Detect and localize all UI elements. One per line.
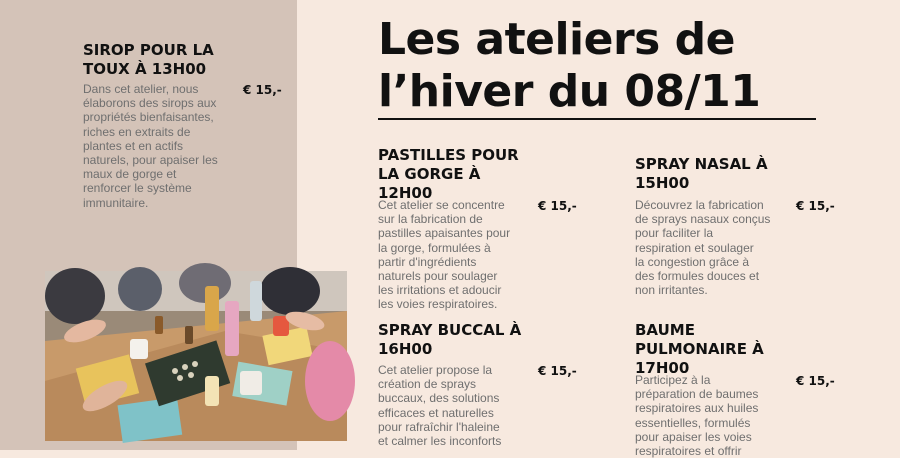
workshop-spray-nasal-price: € 15,- [796,199,835,213]
desc-line: préparation de baumes [635,387,759,402]
desc-line: élaborons des sirops aux [83,96,217,111]
workshop-spray-nasal-title-line: 15H00 [635,174,690,192]
page-title [378,14,848,118]
desc-line: Cet atelier se concentre [378,198,505,212]
workshop-spray-nasal-description [635,198,790,297]
desc-line: des formules douces et [635,269,760,284]
desc-line: essentielles, formulés [635,415,751,430]
workshop-spray-buccal-title [378,321,521,359]
desc-line: renforcer le système [83,181,192,196]
workshop-baume-description [635,373,790,458]
desc-line: efficaces et naturelles [378,405,494,420]
workshop-spray-buccal-price: € 15,- [538,364,577,378]
workshop-baume-title-line: PULMONAIRE À [635,340,764,358]
desc-line: pour faciliter la [635,226,714,241]
desc-line: plantes et en actifs [83,138,184,153]
desc-line: la congestion grâce à [635,254,750,269]
workshop-pastilles-title-line: LA GORGE À [378,165,481,183]
desc-line: création de sprays [378,377,477,392]
desc-line: partir d'ingrédients [378,254,477,269]
desc-line: immunitaire. [83,195,149,210]
workshop-baume-title [635,321,764,378]
desc-line: Cet atelier propose la [378,363,493,377]
desc-line: respiratoires et offrir [635,444,742,458]
desc-line: naturels pour soulager [378,269,498,284]
workshop-photo-illustration [45,271,347,441]
desc-line: buccaux, des solutions [378,391,500,406]
desc-line: Découvrez la fabrication [635,198,764,212]
workshop-spray-buccal-description [378,363,530,448]
workshop-sirop-title [83,41,214,79]
workshop-sirop-price: € 15,- [243,83,282,97]
desc-line: respiration et soulager [635,240,754,255]
desc-line: pastilles apaisantes pour [378,226,511,241]
workshop-baume-price: € 15,- [796,374,835,388]
workshop-baume-title-line: BAUME [635,321,695,339]
workshop-pastilles-title-line: 12H00 [378,184,433,202]
desc-line: sur la fabrication de [378,212,483,227]
workshop-sirop-title-line: TOUX À 13H00 [83,60,207,78]
desc-line: Dans cet atelier, nous [83,82,199,96]
desc-line: maux de gorge et [83,167,177,182]
workshop-pastilles-description [378,198,530,312]
desc-line: pour rafraîchir l'haleine [378,419,500,434]
desc-line: la gorge, formulées à [378,240,491,255]
desc-line: non irritantes. [635,283,708,298]
page-title-line-1: Les ateliers de [378,14,736,65]
desc-line: respiratoires aux huiles [635,401,759,416]
workshop-sirop-title-line: SIROP POUR LA [83,41,214,59]
desc-line: de sprays nasaux conçus [635,212,771,227]
desc-line: pour apaiser les voies [635,429,752,444]
desc-line: propriétés bienfaisantes, [83,110,214,125]
workshop-baume-title-line: 17H00 [635,359,690,377]
workshop-pastilles-price: € 15,- [538,199,577,213]
workshop-sirop-description [83,82,233,210]
workshop-spray-buccal-title-line: 16H00 [378,340,433,358]
desc-line: riches en extraits de [83,124,191,139]
workshop-spray-nasal-title [635,155,768,193]
desc-line: et calmer les inconforts [378,434,502,449]
workshop-photo [45,271,347,441]
workshop-spray-nasal-title-line: SPRAY NASAL À [635,155,768,173]
title-divider [378,118,816,120]
desc-line: Participez à la [635,373,711,387]
workshop-pastilles-title-line: PASTILLES POUR [378,146,519,164]
desc-line: les voies respiratoires. [378,297,498,312]
desc-line: les irritations et adoucir [378,283,502,298]
workshop-spray-buccal-title-line: SPRAY BUCCAL À [378,321,522,339]
page-title-line-2: l’hiver du 08/11 [378,66,761,117]
workshop-pastilles-title [378,146,519,203]
desc-line: naturels, pour apaiser les [83,153,218,168]
